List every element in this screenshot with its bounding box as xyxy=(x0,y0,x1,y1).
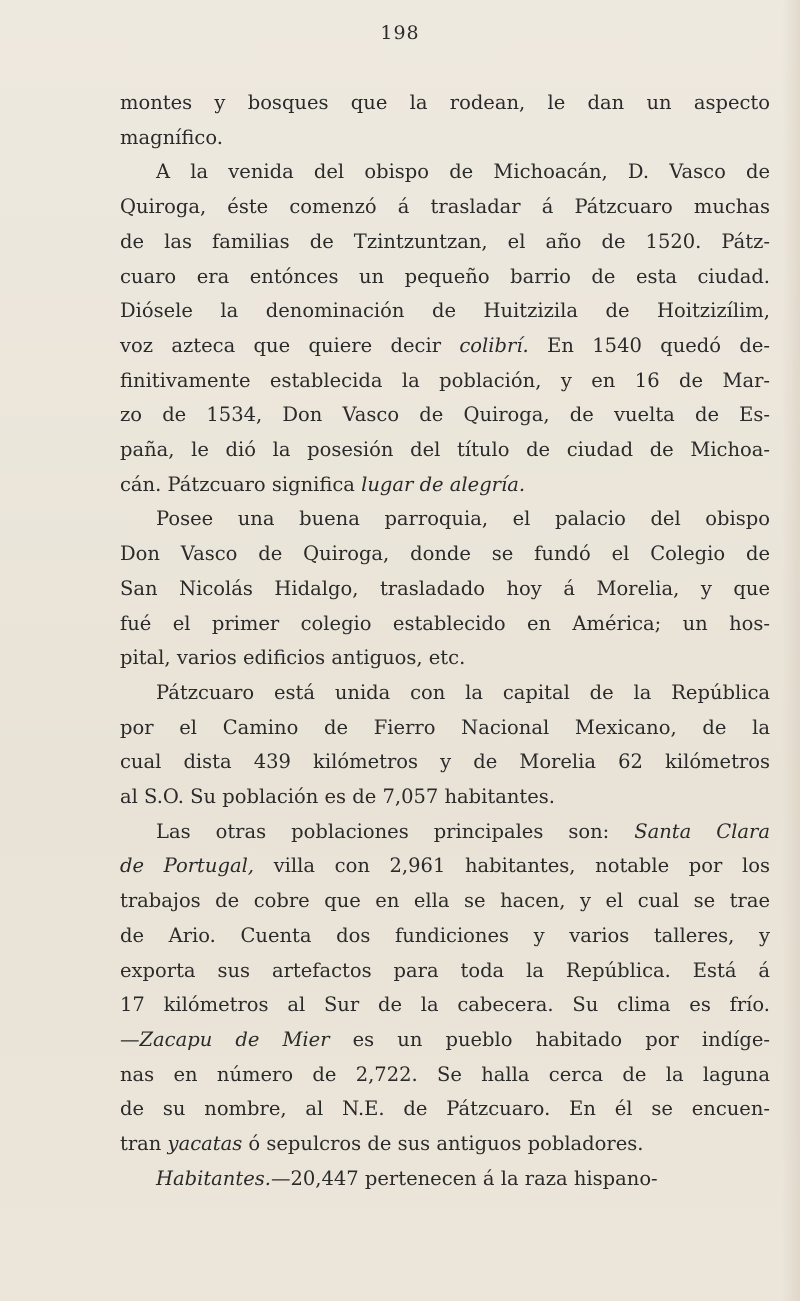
text-run: cán. Pátzcuaro significa xyxy=(120,472,355,496)
text-line xyxy=(120,1023,770,1058)
text-line xyxy=(120,849,770,884)
italic-term: colibrí. xyxy=(459,333,529,357)
italic-term: Zacapu de Mier xyxy=(139,1027,330,1051)
text-line: cuaro era entónces un pequeño barrio de esta ciudad. xyxy=(120,264,770,288)
text-line: magnífico. xyxy=(120,125,223,149)
text-line: nas en número de 2,722. Se halla cerca de la laguna xyxy=(120,1062,770,1086)
text-line: 17 kilómetros al Sur de la cabecera. Su clima es frío. xyxy=(120,993,770,1017)
text-run: villa con 2,961 habitantes, notable por los xyxy=(273,854,770,878)
text-line: Posee una buena parroquia, el palacio del obispo xyxy=(156,507,770,531)
text-line xyxy=(120,468,770,503)
text-line: finitivamente establecida la población, y en 16 de Mar- xyxy=(120,368,770,392)
text-line: Don Vasco de Quiroga, donde se fundó el Colegio de xyxy=(120,542,770,566)
text-run: ó sepulcros de sus antiguos pobladores. xyxy=(248,1132,644,1156)
italic-term: de Portugal, xyxy=(120,854,254,878)
text-line xyxy=(120,329,770,364)
body-text xyxy=(120,86,770,1197)
page-edge-shadow xyxy=(782,0,800,1301)
text-line: cual dista 439 kilómetros y de Morelia 62 kilómetros xyxy=(120,750,770,774)
page-number: 198 xyxy=(380,22,420,44)
text-line: A la venida del obispo de Michoacán, D. Vasco de xyxy=(156,160,770,184)
text-line xyxy=(120,1162,770,1197)
text-run: es un pueblo habitado por indíge- xyxy=(352,1027,771,1051)
text-line: fué el primer colegio establecido en América; un hos- xyxy=(120,611,770,635)
text-line: al S.O. Su población es de 7,057 habitantes. xyxy=(120,785,555,809)
text-run: Las otras poblaciones principales son: xyxy=(156,819,610,843)
italic-term: Santa Clara xyxy=(634,819,770,843)
text-run: En 1540 quedó de- xyxy=(547,333,770,357)
text-line: exporta sus artefactos para toda la República. Está á xyxy=(120,958,770,982)
text-line: San Nicolás Hidalgo, trasladado hoy á Morelia, y que xyxy=(120,576,770,600)
text-line: Quiroga, éste comenzó á trasladar á Pátzcuaro muchas xyxy=(120,195,770,219)
text-line: de Ario. Cuenta dos fundiciones y varios talleres, y xyxy=(120,923,770,947)
text-line: de las familias de Tzintzuntzan, el año de 1520. Pátz- xyxy=(120,229,770,253)
text-line xyxy=(120,1127,770,1162)
italic-term: yacatas xyxy=(167,1132,243,1156)
text-line: de su nombre, al N.E. de Pátzcuaro. En él se encuen- xyxy=(120,1097,770,1121)
italic-term: lugar de alegría. xyxy=(361,472,526,496)
text-run: — xyxy=(120,1027,140,1051)
text-line: montes y bosques que la rodean, le dan un aspecto xyxy=(120,91,770,114)
italic-term: Habitantes. xyxy=(156,1166,271,1190)
text-run: voz azteca que quiere decir xyxy=(120,333,442,357)
text-run: tran xyxy=(120,1132,162,1156)
text-line: paña, le dió la posesión del título de ciudad de Michoa- xyxy=(120,438,770,462)
text-line: pital, varios edificios antiguos, etc. xyxy=(120,646,466,670)
text-line: trabajos de cobre que en ella se hacen, y el cual se trae xyxy=(120,889,770,913)
text-line xyxy=(120,815,770,850)
text-line: zo de 1534, Don Vasco de Quiroga, de vuelta de Es- xyxy=(120,403,770,427)
text-line: Diósele la denominación de Huitzizila de Hoitzizílim, xyxy=(120,299,770,323)
text-run: —20,447 pertenecen á la raza hispano- xyxy=(270,1166,658,1190)
text-line: Pátzcuaro está unida con la capital de la República xyxy=(156,680,770,704)
text-line: por el Camino de Fierro Nacional Mexicano, de la xyxy=(120,715,770,739)
